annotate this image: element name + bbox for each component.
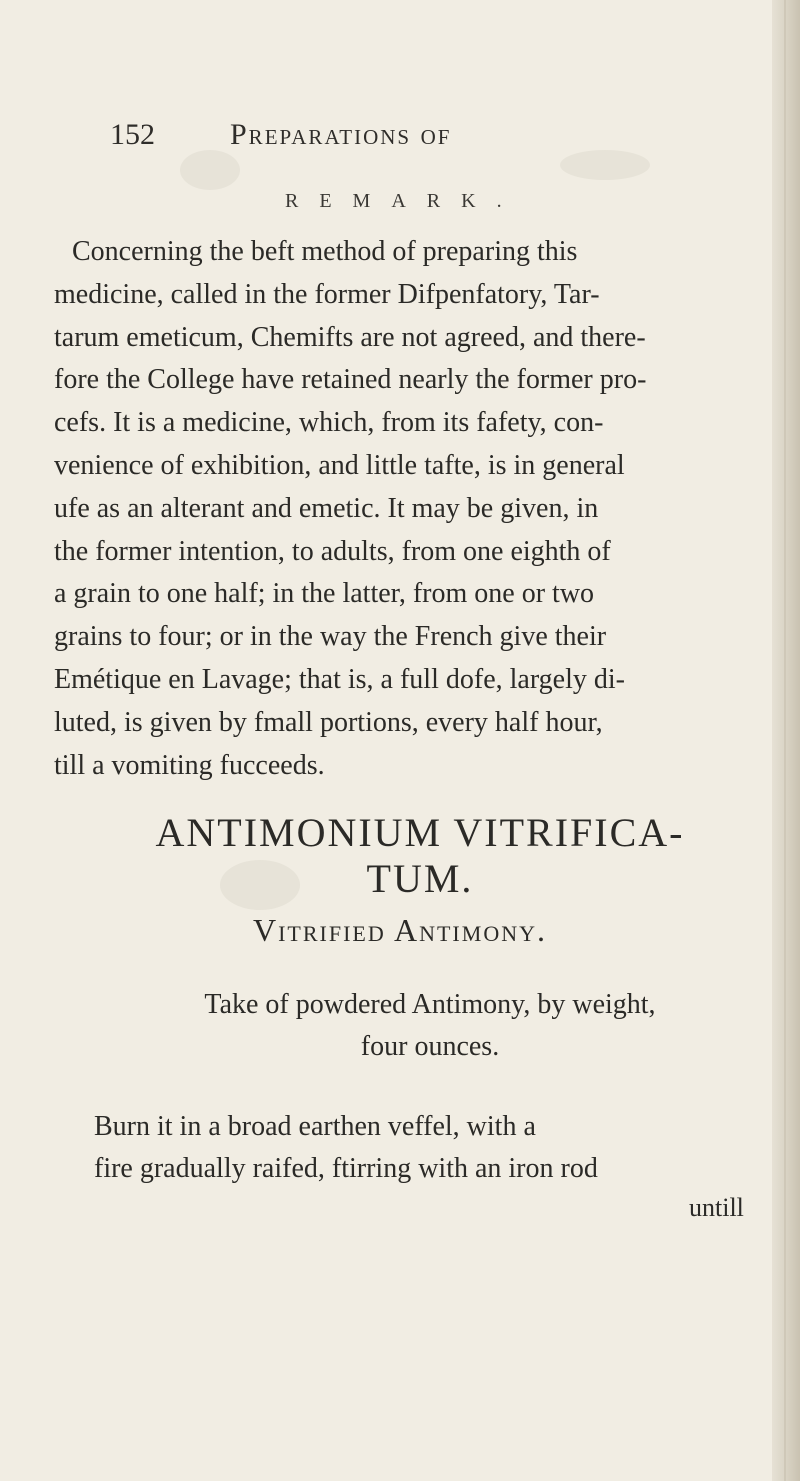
- page-edge-line: [784, 0, 786, 1481]
- text-line: Emétique en Lavage; that is, a full dofe, largely di-: [54, 663, 625, 695]
- text-line: fire gradually raifed, ftirring with an iron rod: [94, 1153, 598, 1184]
- instruction-text: [94, 1106, 766, 1190]
- page-edge: [772, 0, 800, 1481]
- section-subheading: Vitrified Antimony.: [253, 912, 547, 948]
- text-line: four ounces.: [360, 1031, 500, 1062]
- recipe-text: [100, 984, 760, 1068]
- text-line: fore the College have retained nearly the former pro-: [54, 364, 647, 396]
- text-line: the former intention, to adults, from one eighth of: [54, 535, 611, 567]
- remark-paragraph: [54, 231, 768, 787]
- catchword: untill: [689, 1193, 744, 1222]
- running-head: Preparations of: [230, 118, 452, 151]
- text-line: till a vomiting fucceeds.: [54, 749, 325, 781]
- text-line: Take of powdered Antimony, by weight,: [204, 989, 656, 1020]
- text-line: grains to four; or in the way the French give their: [54, 621, 607, 653]
- remark-label: REMARK.: [285, 190, 523, 212]
- text-line: cefs. It is a medicine, which, from its fafety, con-: [54, 407, 604, 439]
- text-line: medicine, called in the former Difpenfatory, Tar-: [54, 278, 600, 310]
- text-line: a grain to one half; in the latter, from one or two: [54, 578, 595, 610]
- text-line: luted, is given by fmall portions, every half hour,: [54, 706, 603, 738]
- text-line: venience of exhibition, and little tafte, is in general: [54, 449, 625, 481]
- heading-line: ANTIMONIUM VITRIFICA-: [155, 810, 685, 855]
- text-line: ufe as an alterant and emetic. It may be given, in: [54, 492, 599, 524]
- heading-line: TUM.: [366, 856, 474, 901]
- text-line: Burn it in a broad earthen veffel, with a: [94, 1111, 536, 1142]
- text-line: Concerning the beft method of preparing this: [72, 236, 578, 267]
- page-number: 152: [110, 118, 155, 151]
- page-header: [110, 118, 670, 158]
- text-line: tarum emeticum, Chemifts are not agreed, and there-: [54, 321, 646, 353]
- section-heading: [110, 810, 730, 902]
